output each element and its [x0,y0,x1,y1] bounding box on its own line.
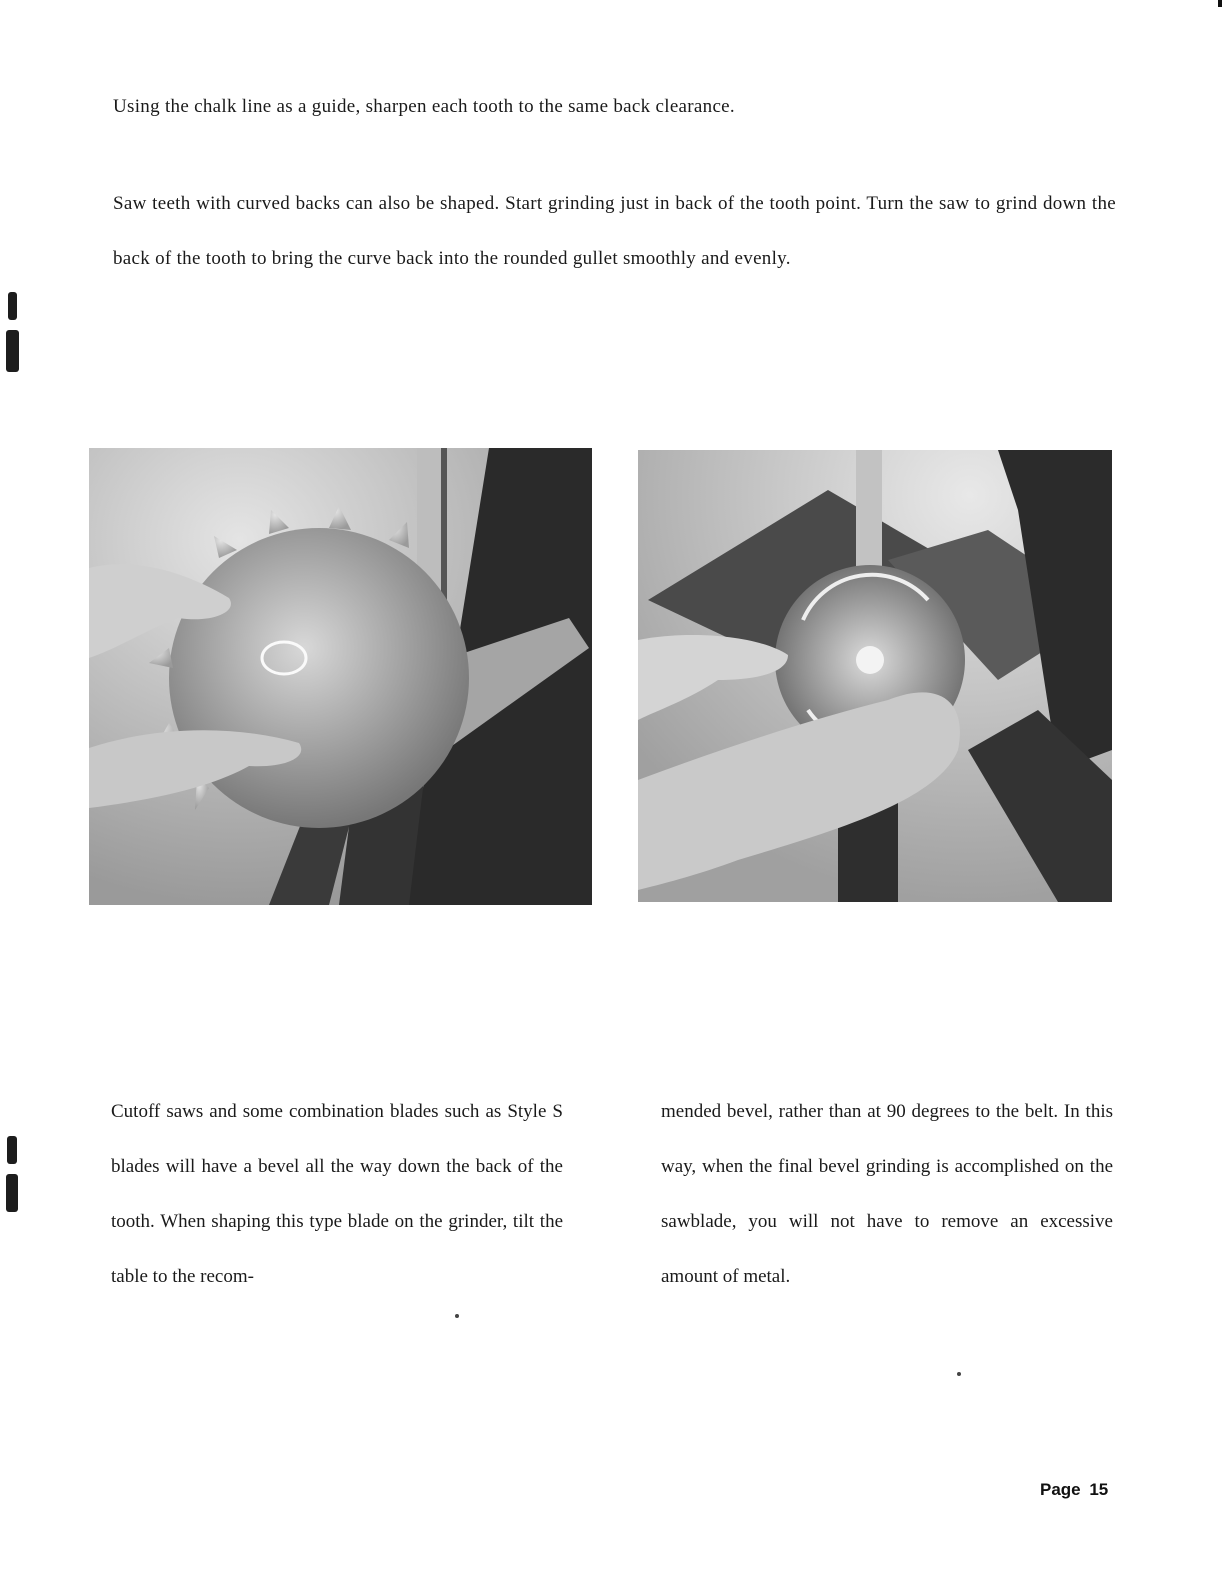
binding-mark-bottom [7,1136,17,1164]
bevel-text-left-column: Cutoff saws and some combination blades such as Style S blades will have a bevel all the way down the back of the tooth. When shaping this type blade on the grinder, tilt the table to the recom- [111,1101,563,1287]
photo-left-illustration [89,448,592,905]
paragraph-chalk-line: Using the chalk line as a guide, sharpen each tooth to the same back clearance. [113,96,735,117]
photo-right-illustration [638,450,1112,902]
scan-corner-mark [1218,0,1222,7]
binding-mark-bottom-2 [6,1174,18,1212]
binding-mark-top-2 [6,330,19,372]
scan-speck [957,1372,961,1376]
photo-shaping-saw-teeth [89,448,592,905]
binding-mark-top [8,292,17,320]
scan-speck [455,1314,459,1318]
page-number: Page 15 [1040,1480,1109,1499]
paragraph-curved-backs: Saw teeth with curved backs can also be shaped. Start grinding just in back of the tooth point. Turn the saw to grind down the back of the tooth to bring the curve back into the rounded gullet smoothly and evenly. [113,193,1116,269]
bevel-text-right-column: mended bevel, rather than at 90 degrees to the belt. In this way, when the final bevel grinding is accomplished on the sawblade, you will not have to remove an excessive amount of metal. [661,1101,1113,1287]
photo-grinding-sawblade [638,450,1112,902]
